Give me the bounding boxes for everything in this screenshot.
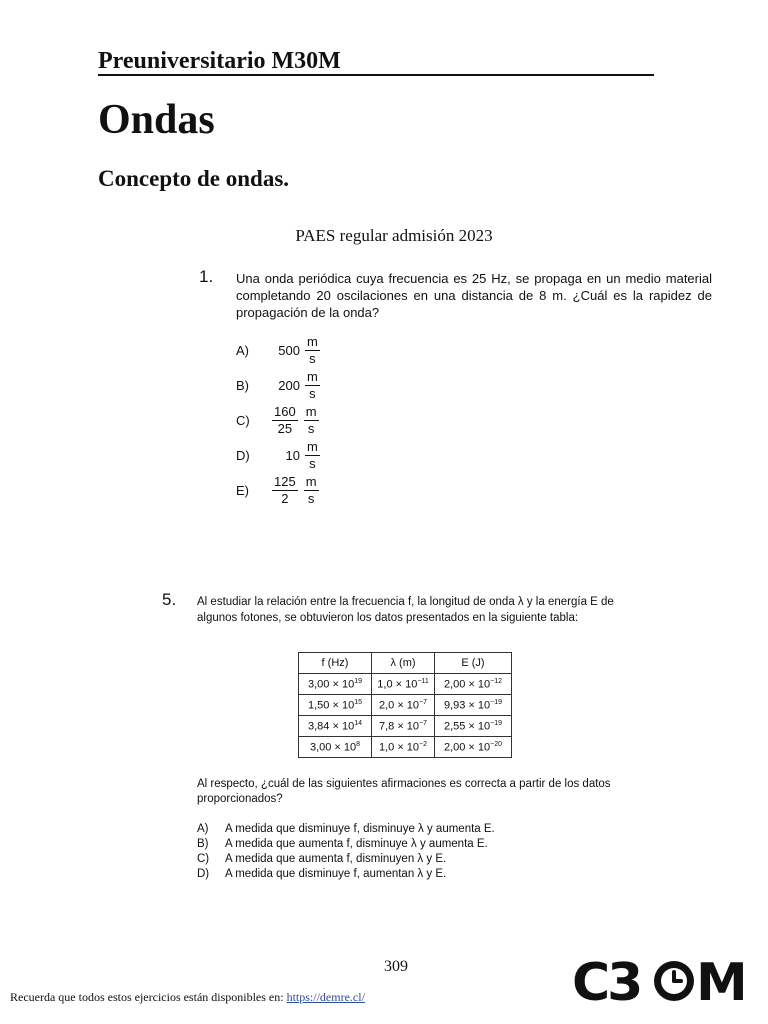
option-text: A medida que disminuye f, disminuye λ y aumenta E. [225,823,495,835]
option-d [197,867,495,882]
question-5-number: 5. [162,590,177,609]
option-letter: D) [236,448,250,463]
table-cell: $7,8 \times 10^{-7}$ [372,716,435,737]
table-header-row [299,653,512,674]
unit-fraction [305,369,320,402]
table-cell: $2,00 \times 10^{-20}$ [435,737,512,758]
option-letter: A) [197,823,209,835]
table-row [299,737,512,758]
unit-numerator: m [307,334,318,349]
question-1-number: 1. [199,267,214,286]
footer-text: Recuerda que todos estos ejercicios están disponibles en: [10,990,287,1004]
fraction-denominator: 2 [281,491,289,506]
value-fraction [272,404,298,437]
unit-denominator: s [307,421,315,436]
table-cell: $3,00 \times 10^{19}$ [299,674,372,695]
photon-table-wrapper [298,652,512,758]
option-letter: D) [197,868,210,880]
fraction-numerator: 160 [274,404,296,419]
option-e [236,473,323,508]
option-a [197,822,495,837]
option-value: 500 [278,343,300,358]
table-cell: $2,00 \times 10^{-12}$ [435,674,512,695]
option-letter: B) [236,378,249,393]
unit-denominator: s [309,386,316,401]
option-text: A medida que aumenta f, disminuyen λ y E. [225,853,447,865]
unit-fraction [304,404,319,437]
table-row [299,695,512,716]
unit-denominator: s [309,351,316,366]
unit-numerator: m [307,439,318,454]
option-text: A medida que aumenta f, disminuye λ y aumenta E. [225,838,488,850]
option-a [236,333,323,368]
c30m-logo [572,955,747,1005]
option-c [236,403,323,438]
option-b [197,837,495,852]
footer-note [10,990,365,1005]
table-cell: $1,50 \times 10^{15}$ [299,695,372,716]
option-letter: A) [236,343,249,358]
option-letter: B) [197,838,209,850]
option-d [236,438,323,473]
question-1-options [236,333,323,508]
fraction-denominator: 25 [277,421,293,436]
table-cell: $3,84 \times 10^{14}$ [299,716,372,737]
unit-fraction [305,439,320,472]
unit-numerator: m [305,404,317,419]
question-5-prompt: Al respecto, ¿cuál de las siguientes afirmaciones es correcta a partir de los datos proporcionados? [197,778,611,805]
page-title: Ondas [98,97,215,143]
question-5-options [197,822,495,882]
page-number: 309 [384,958,408,975]
section-subtitle: Concepto de ondas. [98,166,290,191]
unit-numerator: m [305,474,317,489]
unit-fraction [305,334,320,367]
value-fraction [272,474,298,507]
option-value: 200 [278,378,300,393]
exam-label: PAES regular admisión 2023 [295,226,493,245]
photon-data-table [298,652,512,758]
table-cell: $3,00 \times 10^8$ [299,737,372,758]
clock-icon [654,961,694,1001]
table-row [299,716,512,737]
demre-link[interactable]: https://demre.cl/ [286,990,365,1004]
column-header: E (J) [435,653,512,674]
option-letter: E) [236,483,249,498]
question-1-text: Una onda periódica cuya frecuencia es 25 Hz, se propaga en un medio material completando 20 oscilaciones en una distancia de 8 m. ¿Cuál es la rapidez de propagación de la onda? [236,271,712,320]
option-value: 10 [285,448,300,463]
logo-text-right: M [696,955,747,1005]
course-name: Preuniversitario M30M [98,48,341,74]
unit-numerator: m [307,369,318,384]
option-b [236,368,323,403]
table-row [299,674,512,695]
course-header [98,48,654,76]
logo-mark [572,955,747,1005]
option-letter: C) [236,413,250,428]
option-letter: C) [197,853,210,865]
table-cell: $2,0 \times 10^{-7}$ [372,695,435,716]
unit-denominator: s [307,491,315,506]
column-header: f (Hz) [299,653,372,674]
option-text: A medida que disminuye f, aumentan λ y E. [225,868,447,880]
table-cell: $1,0 \times 10^{-11}$ [372,674,435,695]
table-cell: $2,55 \times 10^{-19}$ [435,716,512,737]
unit-fraction [304,474,319,507]
unit-denominator: s [309,456,316,471]
fraction-numerator: 125 [274,474,296,489]
table-cell: $1,0 \times 10^{-2}$ [372,737,435,758]
option-c [197,852,495,867]
question-5-text: Al estudiar la relación entre la frecuencia f, la longitud de onda λ y la energía E de algunos fotones, se obtuvieron los datos presentados en la siguiente tabla: [197,596,614,624]
column-header: λ (m) [372,653,435,674]
logo-text-left: C3 [572,955,641,1005]
table-cell: $9,93 \times 10^{-19}$ [435,695,512,716]
